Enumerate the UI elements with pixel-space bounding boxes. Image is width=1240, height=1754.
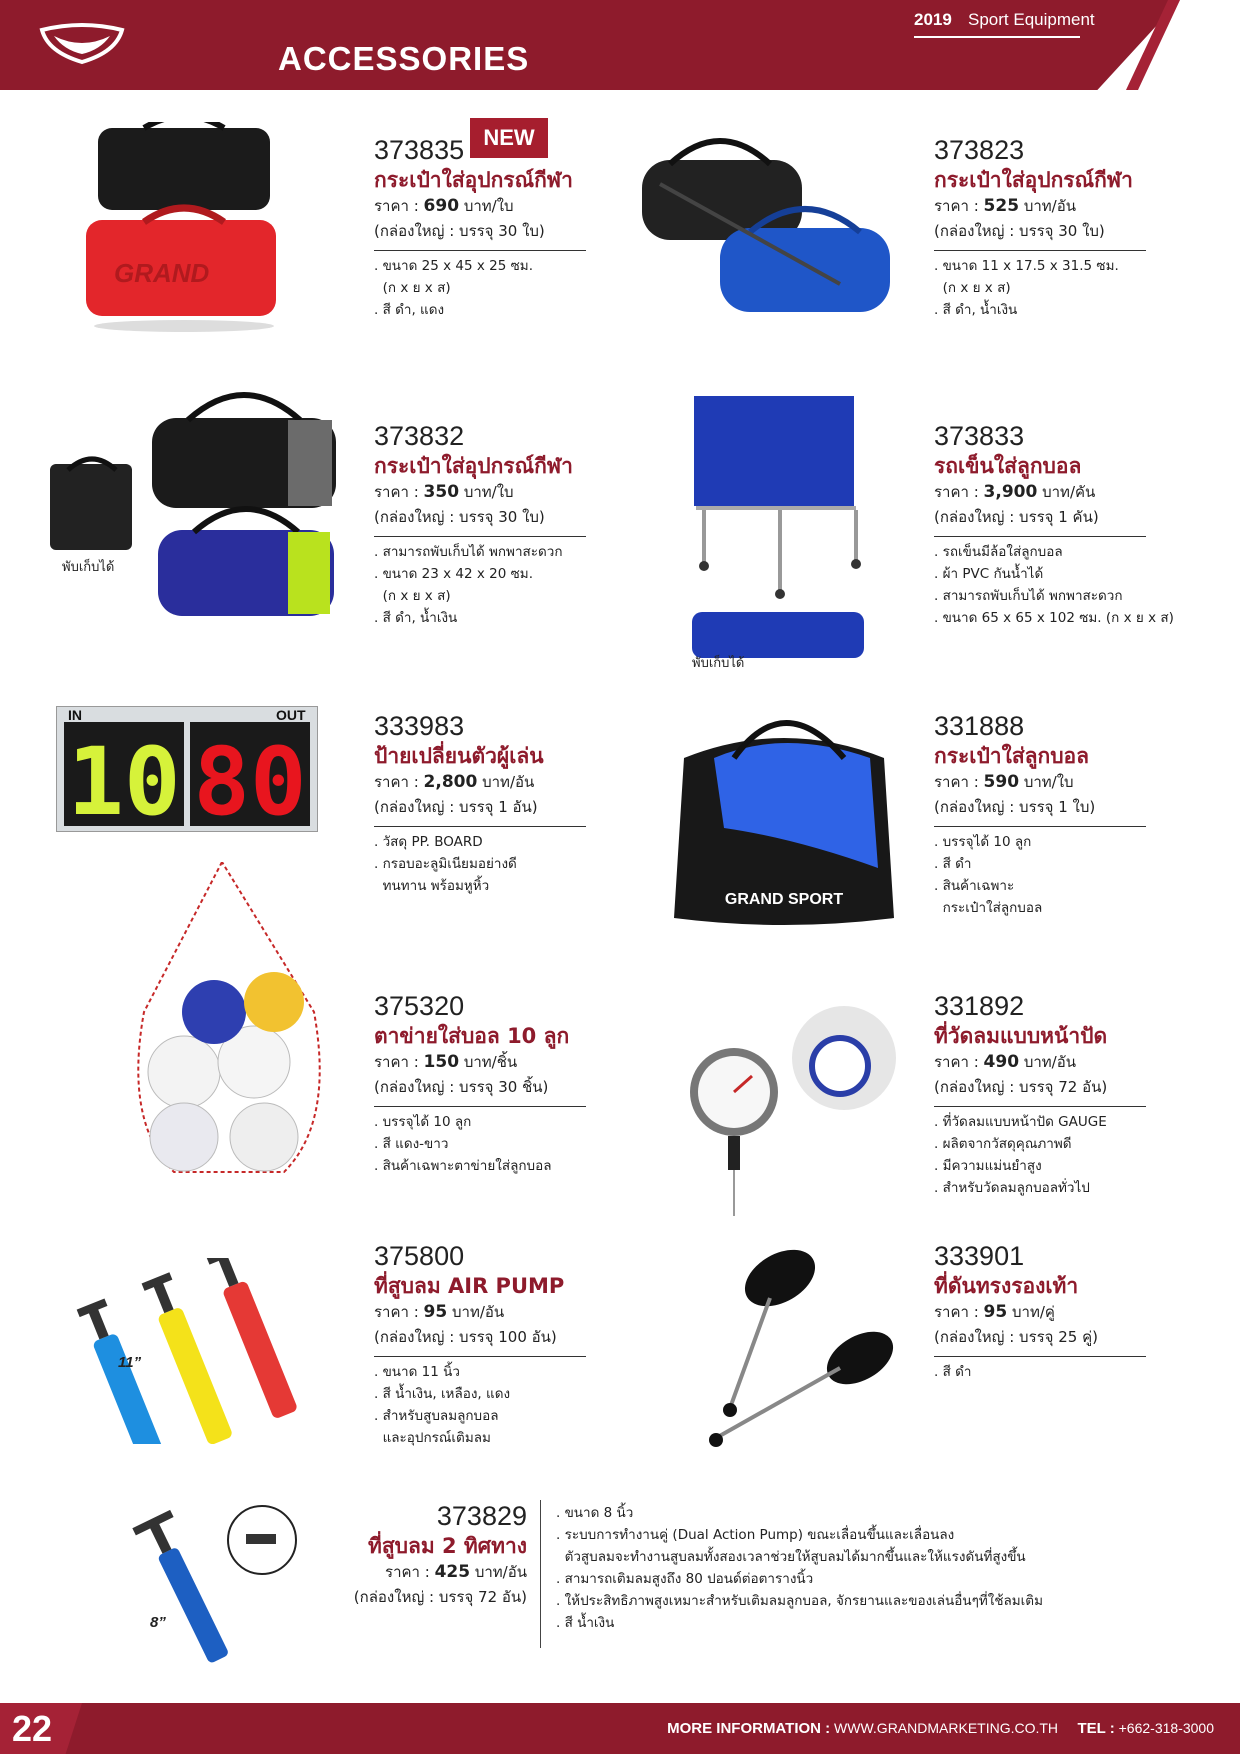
product-373832 <box>374 420 674 629</box>
page-title: ACCESSORIES <box>278 40 530 77</box>
svg-text:GRAND: GRAND <box>114 258 210 288</box>
product-divider <box>374 250 586 251</box>
product-details: . บรรจุได้ 10 ลูก . สี ดำ . สินค้าเฉพาะ กระเป๋าใส่ลูกบอล <box>934 834 1043 916</box>
product-details: . ขนาด 11 นิ้ว . สี น้ำเงิน, เหลือง, แดง . สำหรับสูบลมลูกบอล และอุปกรณ์เติมลม <box>374 1364 511 1446</box>
product-373823 <box>934 134 1234 321</box>
product-image-333901 <box>700 1238 900 1458</box>
header-subtitle: Sport Equipment <box>968 10 1095 29</box>
product-code: 331888 <box>934 711 1025 741</box>
product-code: 373833 <box>934 421 1025 451</box>
product-details: . รถเข็นมีล้อใส่ลูกบอล . ผ้า PVC กันน้ำได้ . สามารถพับเก็บได้ พกพาสะดวก . ขนาด 65 x 65 x 102 ซม. (ก x ย x ส) <box>934 544 1174 626</box>
product-box-qty: (กล่องใหญ่ : บรรจุ 1 อัน) <box>374 798 538 816</box>
board-in-label: IN <box>68 707 82 723</box>
page-number: 22 <box>12 1708 53 1749</box>
product-code: 373835 <box>374 135 465 165</box>
product-code: 373823 <box>934 135 1025 165</box>
product-331888 <box>934 710 1234 919</box>
website-link[interactable]: WWW.GRANDMARKETING.CO.TH <box>834 1720 1059 1736</box>
product-375800 <box>374 1240 674 1449</box>
svg-text:GRAND SPORT: GRAND SPORT <box>724 891 844 908</box>
product-details: . ที่วัดลมแบบหน้าปัด GAUGE . ผลิตจากวัสดุคุณภาพดี . มีความแม่นยำสูง . สำหรับวัดลมลูกบอลทั่วไป <box>934 1114 1107 1196</box>
product-code: 331892 <box>934 991 1025 1021</box>
product-image-373832 <box>48 390 338 630</box>
product-code: 373832 <box>374 421 465 451</box>
product-box-qty: (กล่องใหญ่ : บรรจุ 30 ใบ) <box>374 222 545 240</box>
product-details: . ขนาด 11 x 17.5 x 31.5 ซม. (ก x ย x ส) . สี ดำ, น้ำเงิน <box>934 258 1119 318</box>
product-details: . ขนาด 25 x 45 x 25 ซม. (ก x ย x ส) . สี ดำ, แดง <box>374 258 534 318</box>
board-out-label: OUT <box>276 707 306 723</box>
product-image-375800 <box>74 1258 350 1444</box>
product-name: ป้ายเปลี่ยนตัวผู้เล่น <box>374 744 544 768</box>
product-image-375320 <box>114 862 336 1182</box>
product-image-373835 <box>84 122 284 336</box>
product-price: ราคา : 525 บาท/อัน <box>934 196 1076 216</box>
product-373833 <box>934 420 1234 629</box>
product-divider <box>934 1356 1146 1357</box>
product-box-qty: (กล่องใหญ่ : บรรจุ 30 ชิ้น) <box>374 1078 549 1096</box>
product-name: รถเข็นใส่ลูกบอล <box>934 454 1082 478</box>
product-image-373823 <box>640 124 900 324</box>
product-price: ราคา : 690 บาท/ใบ <box>374 196 514 216</box>
product-price: ราคา : 350 บาท/ใบ <box>374 482 514 502</box>
product-image-373829 <box>106 1498 306 1678</box>
product-price: ราคา : 3,900 บาท/คัน <box>934 482 1096 502</box>
product-price: ราคา : 425 บาท/อัน <box>385 1562 527 1582</box>
product-373829 <box>322 1500 527 1610</box>
product-divider <box>934 826 1146 827</box>
product-divider <box>540 1500 541 1648</box>
header-year: 2019 <box>914 10 952 29</box>
product-code: 375800 <box>374 1241 465 1271</box>
footer-contact <box>667 1720 1214 1737</box>
pump-size-label: 11” <box>118 1354 142 1371</box>
product-box-qty: (กล่องใหญ่ : บรรจุ 100 อัน) <box>374 1328 557 1346</box>
product-divider <box>374 1106 586 1107</box>
product-333983 <box>374 710 674 897</box>
product-price: ราคา : 590 บาท/ใบ <box>934 772 1074 792</box>
header-divider <box>914 36 1080 38</box>
product-divider <box>934 250 1146 251</box>
product-divider <box>934 536 1146 537</box>
product-box-qty: (กล่องใหญ่ : บรรจุ 72 อัน) <box>353 1588 527 1606</box>
product-name: กระเป๋าใส่อุปกรณ์กีฬา <box>374 454 573 478</box>
product-box-qty: (กล่องใหญ่ : บรรจุ 1 ใบ) <box>934 798 1096 816</box>
grand-sport-logo-icon <box>38 22 126 66</box>
board-out-number: 80 <box>193 728 307 832</box>
product-code: 333983 <box>374 711 465 741</box>
product-details: . วัสดุ PP. BOARD . กรอบอะลูมิเนียมอย่างดี ทนทาน พร้อมหูหิ้ว <box>374 834 517 894</box>
product-name: ตาข่ายใส่บอล 10 ลูก <box>374 1024 570 1048</box>
product-details: . บรรจุได้ 10 ลูก . สี แดง-ขาว . สินค้าเฉพาะตาข่ายใส่ลูกบอล <box>374 1114 552 1174</box>
product-name: ที่สูบลม AIR PUMP <box>374 1274 565 1298</box>
product-image-331888 <box>664 718 904 936</box>
foldable-caption: พับเก็บได้ <box>62 560 115 575</box>
product-price: ราคา : 150 บาท/ชิ้น <box>374 1052 518 1072</box>
product-box-qty: (กล่องใหญ่ : บรรจุ 30 ใบ) <box>934 222 1105 240</box>
product-name: ที่วัดลมแบบหน้าปัด <box>934 1024 1108 1048</box>
more-info-label: MORE INFORMATION : <box>667 1720 831 1737</box>
new-badge: NEW <box>470 118 548 158</box>
product-price: ราคา : 2,800 บาท/อัน <box>374 772 535 792</box>
product-name: กระเป๋าใส่อุปกรณ์กีฬา <box>934 168 1133 192</box>
board-in-number: 10 <box>67 728 181 832</box>
product-code: 333901 <box>934 1241 1025 1271</box>
product-331892 <box>934 990 1234 1199</box>
product-name: ที่ดันทรงรองเท้า <box>934 1274 1079 1298</box>
product-details: . สี ดำ <box>934 1364 972 1380</box>
product-details: . สามารถพับเก็บได้ พกพาสะดวก . ขนาด 23 x 42 x 20 ซม. (ก x ย x ส) . สี ดำ, น้ำเงิน <box>374 544 563 626</box>
product-375320 <box>374 990 674 1177</box>
product-divider <box>374 826 586 827</box>
product-code: 375320 <box>374 991 465 1021</box>
product-divider <box>374 536 586 537</box>
product-image-333983 <box>56 706 318 832</box>
product-image-331892 <box>690 1006 904 1218</box>
product-divider <box>374 1356 586 1357</box>
product-image-373833 <box>690 390 870 666</box>
foldable-caption: พับเก็บได้ <box>692 656 745 671</box>
product-name: กระเป๋าใส่อุปกรณ์กีฬา <box>374 168 573 192</box>
product-box-qty: (กล่องใหญ่ : บรรจุ 72 อัน) <box>934 1078 1108 1096</box>
product-box-qty: (กล่องใหญ่ : บรรจุ 30 ใบ) <box>374 508 545 526</box>
product-divider <box>934 1106 1146 1107</box>
product-price: ราคา : 95 บาท/คู่ <box>934 1302 1055 1322</box>
product-373835 <box>374 134 674 321</box>
product-details: . ขนาด 8 นิ้ว . ระบบการทำงานคู่ (Dual Action Pump) ขณะเลื่อนขึ้นและเลื่อนลง ตัวสูบลมจะทำงานสูบลมทั้งสองเวลาช่วยให้สูบลมได้มากขึ้นและให้แรงดันที่สูงขึ้น . สามารถเติมลมสูงถึง 80 ปอนด์ต่อตารางนิ้ว . ให้ประสิทธิภาพสูงเหมาะสำหรับเติมลมลูกบอล, จักรยานและของเล่นอื่นๆที่ใช้ลมเติม . สี น้ำเงิน <box>556 1505 1043 1631</box>
pump-size-label: 8” <box>150 1614 166 1631</box>
product-box-qty: (กล่องใหญ่ : บรรจุ 1 คัน) <box>934 508 1099 526</box>
product-price: ราคา : 95 บาท/อัน <box>374 1302 505 1322</box>
tel-number: +662-318-3000 <box>1118 1720 1214 1736</box>
product-333901 <box>934 1240 1234 1383</box>
tel-label: TEL : <box>1077 1720 1115 1737</box>
product-name: ที่สูบลม 2 ทิศทาง <box>368 1534 527 1558</box>
product-code: 373829 <box>436 1501 527 1531</box>
product-name: กระเป๋าใส่ลูกบอล <box>934 744 1090 768</box>
product-box-qty: (กล่องใหญ่ : บรรจุ 25 คู่) <box>934 1328 1098 1346</box>
product-price: ราคา : 490 บาท/อัน <box>934 1052 1076 1072</box>
page-header <box>0 0 1240 90</box>
